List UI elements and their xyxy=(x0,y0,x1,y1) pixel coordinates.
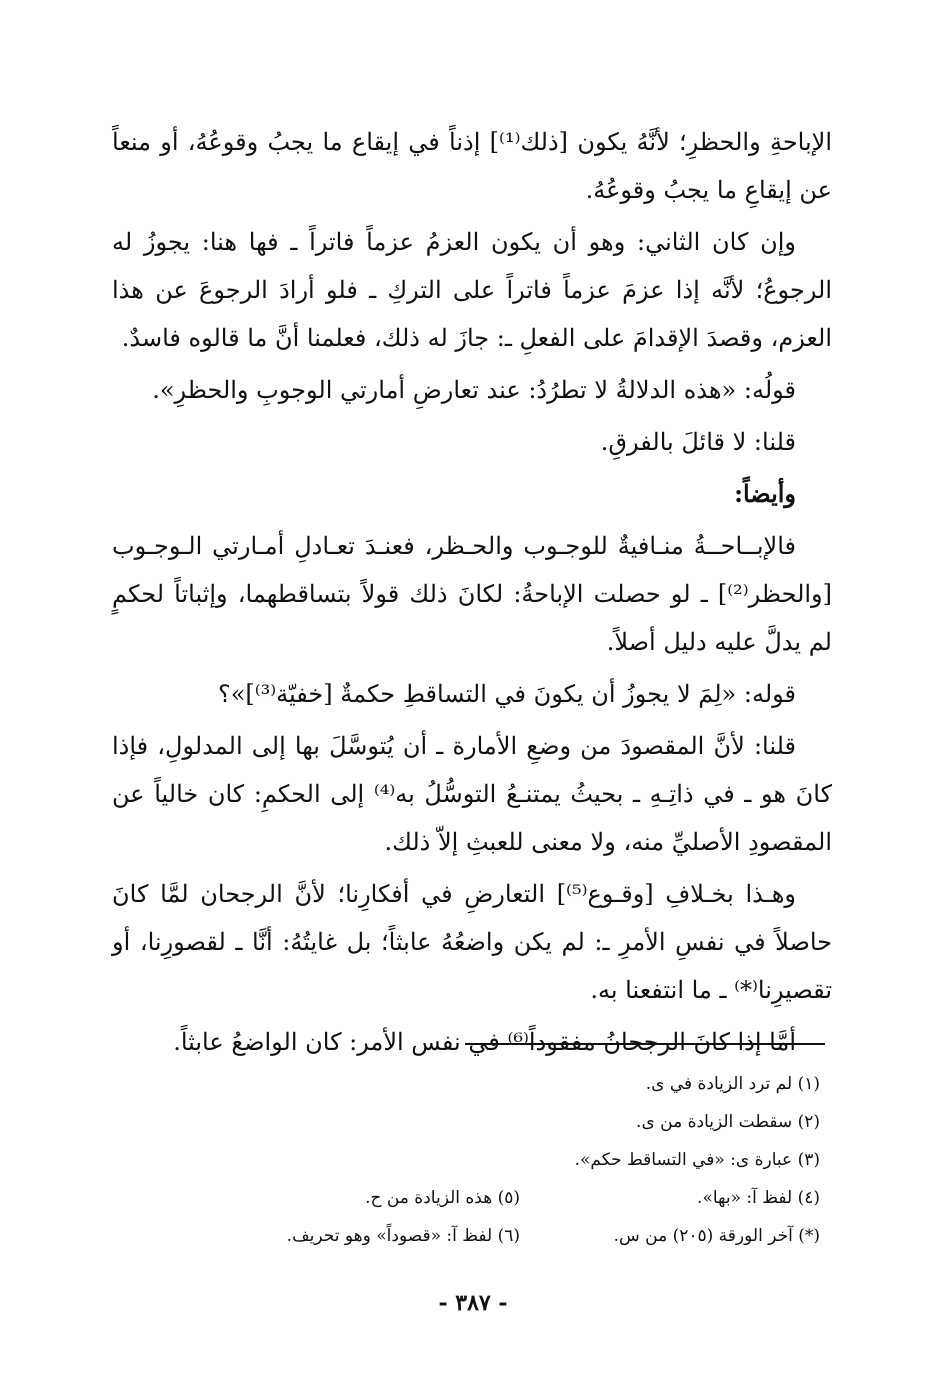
footnote-5: (٥) هذه الزيادة من ح. xyxy=(365,1188,520,1208)
paragraph-2: وإن كان الثاني: وهو أن يكون العزمُ عزماً فاتراً ـ فها هنا: يجوزُ له الرجوعُ؛ لأنَّه إذا عزمَ عزماً فاتراً على التركِ ـ فلو أرادَ الرجوعَ عن هذا العزم، وقصدَ الإقدامَ على الفعلِ ـ: جازَ له ذلك، فعلمنا أنَّ ما قالوه فاسدٌ. xyxy=(112,228,832,352)
paragraph-9: أمَّا إذا كانَ الرجحانُ مفقوداً⁽⁶⁾ في نفس الأمر: كان الواضعُ عابثاً. xyxy=(173,1028,796,1056)
paragraph-7: قلنا: لأنَّ المقصودَ من وضعِ الأمارة ـ أن يُتوسَّلَ بها إلى المدلولِ، فإذا كانَ هو ـ في ذاتِـهِ ـ بحيثُ يمتنـعُ التوسُّلُ به⁽⁴⁾ إلى الحكمِ: كان خالياً عن المقصودِ الأصليِّ منه، ولا معنى للعبثِ إلاّ ذلك. xyxy=(112,732,832,856)
footnotes xyxy=(180,1065,820,1255)
footnote-3: (٣) عبارة ى: «في التساقط حكم». xyxy=(574,1150,820,1170)
footnote-separator xyxy=(465,1043,825,1045)
footnote-4: (٤) لفظ آ: «بها». xyxy=(697,1188,820,1208)
footnote-6: (٦) لفظ آ: «قصوداً» وهو تحريف. xyxy=(286,1226,520,1246)
paragraph-1: الإباحةِ والحظرِ؛ لأنَّهُ يكون [ذلك⁽¹⁾] إذناً في إيقاع ما يجبُ وقوعُهُ، أو منعاً عن إيقاعِ ما يجبُ وقوعُهُ. xyxy=(112,128,832,204)
footnote-2: (٢) سقطت الزيادة من ى. xyxy=(636,1112,820,1132)
page-number: - ٣٨٧ - xyxy=(438,1290,508,1316)
footnote-star: (*) آخر الورقة (٢٠٥) من س. xyxy=(613,1226,820,1246)
body-text xyxy=(112,118,832,1070)
paragraph-8: وهـذا بخـلافِ [وقـوع⁽⁵⁾] التعارضِ في أفكارِنا؛ لأنَّ الرجحان لمَّا كانَ حاصلاً في نفسِ الأمرِ ـ: لم يكن واضعُهُ عابثاً؛ بل غايتُهُ: أنَّا ـ لقصورِنا، أو تقصيرِنا⁽*⁾ ـ ما انتفعنا به. xyxy=(112,880,833,1004)
footnote-1: (١) لم ترد الزيادة في ى. xyxy=(645,1074,820,1094)
paragraph-4: قلنا: لا قائلَ بالفرقِ. xyxy=(600,428,796,456)
paragraph-6: قوله: «لِمَ لا يجوزُ أن يكونَ في التساقطِ حكمةٌ [خفيّة⁽³⁾]»؟ xyxy=(217,680,796,708)
paragraph-3: قولُه: «هذه الدلالةُ لا تطرُدُ: عند تعارضِ أمارتي الوجوبِ والحظرِ». xyxy=(152,376,796,404)
paragraph-5: فالإبــاحــةُ منـافيةٌ للوجـوب والحـظر، فعنـدَ تعـادلِ أمـارتي الـوجـوب [والحظر⁽²⁾] ـ لو حصلت الإباحةُ: لكانَ ذلك قولاً بتساقطهما، وإثباتاً لحكمٍ لم يدلَّ عليه دليل أصلاً. xyxy=(112,532,832,656)
section-heading: وأيضاً: xyxy=(734,479,796,508)
